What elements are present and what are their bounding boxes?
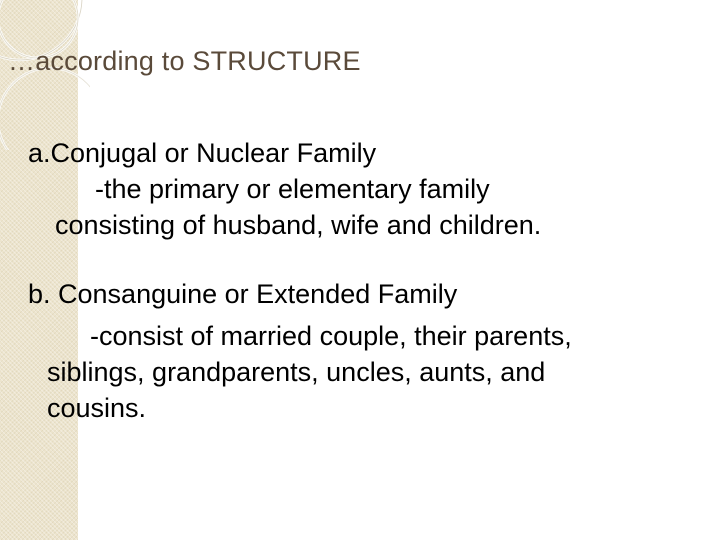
section-a-line: -the primary or elementary family [95,174,490,204]
section-b-heading: b. Consanguine or Extended Family [28,279,458,309]
section-a-line: consisting of husband, wife and children. [55,210,542,240]
section-a-heading: a.Conjugal or Nuclear Family [28,138,377,168]
section-b-line: cousins. [47,393,147,423]
section-b-line: -consist of married couple, their parents, [90,321,572,351]
slide-title: …according to STRUCTURE [8,46,361,76]
section-b-line: siblings, grandparents, uncles, aunts, and [47,357,546,387]
